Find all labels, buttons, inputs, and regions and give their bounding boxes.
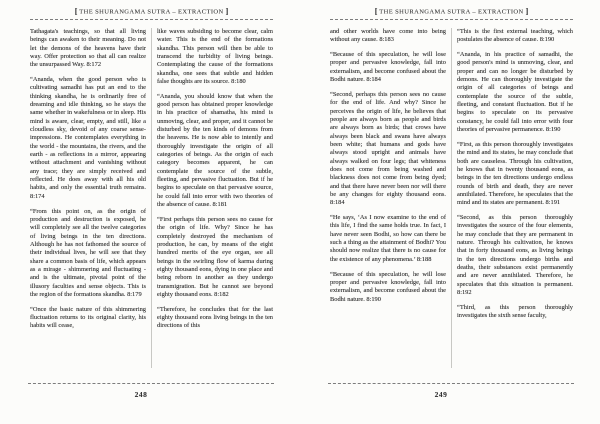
text-column-2 [157,28,273,368]
running-header [330,7,573,16]
header-bracket-left: [ [74,7,78,16]
column-divider [151,28,152,368]
header-rule [330,19,573,20]
footer-rule [28,383,274,384]
paragraph: “Second, as this person thoroughly investigates the source of the four elements, he may conclude that they are permanent in nature. Through his cultivation, he knows that in forty thousand eons, as living beings in the ten directions undergo births and deaths, their substances exist permanently and are never annihilated. Therefore, he speculates that this situation is permanent. 8:192 [457,214,573,297]
page-number: 249 [434,390,448,399]
header-title: THE SHURANGAMA SUTRA – EXTRACTION [379,8,524,16]
text-columns [330,28,573,368]
paragraph: “He says, ‘As I now examine to the end of this life, I find the same holds true. In fact, I have never seen Bodhi, so how can there be such a thing as the attainment of Bodhi? You should now realize that there is no cause for the existence of any phenomena.’ 8:188 [330,214,446,263]
paragraph: and other worlds have come into being without any cause. 8:183 [330,28,446,44]
header-bracket-right: ] [225,7,229,16]
paragraph: “Ananda, in his practice of samadhi, the good person's mind is unmoving, clear, and proper and can no longer be disturbed by demons. He can thoroughly investigate the origin of all categories of beings and contemplate the source of the subtle, fleeting, and constant fluctuation. But if he begins to speculate on its pervasive constancy, he could fall into error with four theories of pervasive permanence. 8:190 [457,51,573,134]
header-title: THE SHURANGAMA SUTRA – EXTRACTION [79,8,224,16]
paragraph: “From this point on, as the origin of production and destruction is exposed, he will completely see all the twelve categories of living beings in the ten directions. Although he has not fathomed the source of their individual lives, he will see that they share a common basis of life, which appears as a mirage - shimmering and fluctuating - and is the ultimate, pivotal point of the illusory faculties and sense objects. This is the region of the formations skandha. 8:179 [30,207,146,298]
paragraph: “Second, perhaps this person sees no cause for the end of life. And why? Since he perceives the origin of life, he believes that people are always born as people and birds are always born as birds; that crows have always been black and swans have always been white; that humans and gods have always stood upright and animals have always walked on four legs; that whiteness does not come from being washed and blackness does not come from being dyed; and that there have never been nor will there be any changes for eighty thousand eons. 8:184 [330,90,446,207]
paragraph: “First perhaps this person sees no cause for the origin of life. Why? Since he has completely destroyed the mechanism of production, he can, by means of the eight hundred merits of the eye organ, see all beings in the swirling flow of karma during eighty thousand eons, dying in one place and being reborn in another as they undergo transmigration. But he cannot see beyond eighty thousand eons. 8:182 [157,215,273,298]
text-column-1 [330,28,446,368]
paragraph: “Third, as this person thoroughly investigates the sixth sense faculty, [457,303,573,320]
footer-rule [328,383,574,384]
text-column-1 [30,28,146,368]
paragraph: “Therefore, he concludes that for the last eighty thousand eons living beings in the ten directions of this [157,305,273,330]
text-column-2 [457,28,573,368]
paragraph: “First, as this person thoroughly investigates the mind and its states, he may conclude that both are causeless. Through his cultivation, he knows that in twenty thousand eons, as beings in the ten directions undergo endless rounds of birth and death, they are never annihilated. Therefore, he speculates that the mind and its states are permanent. 8:191 [457,140,573,207]
running-header [30,7,273,16]
paragraph: “Ananda, when the good person who is cultivating samadhi has put an end to the thinking skandha, he is ordinarily free of dreaming and idle thinking, so he stays the same whether in wakefulness or in sleep. His mind is aware, clear, empty, and still, like a cloudless sky, devoid of any coarse sense-impressions. He contemplates everything in the world - the mountains, the rivers, and the earth - as reflections in a mirror, appearing without attachment and vanishing without any trace; they are simply received and reflected. He does away with all his old habits, and only the essential truth remains. 8:174 [30,76,146,200]
paragraph: “Ananda, you should know that when the good person has obtained proper knowledge in his practice of shamatha, his mind is unmoving, clear, and proper, and it cannot be disturbed by the ten kinds of demons from the heavens. He is now able to intently and thoroughly investigate the origin of all categories of beings. As the origin of each category becomes apparent, he can contemplate the source of the subtle, fleeting, and pervasive fluctuation. But if he begins to speculate on that pervasive source, he could fall into error with two theories of the absence of cause. 8:181 [157,92,273,209]
header-bracket-right: ] [525,7,529,16]
page-number: 248 [134,390,148,399]
text-columns [30,28,273,368]
paragraph: “This is the first external teaching, which postulates the absence of cause. 8:190 [457,28,573,44]
header-bracket-left: [ [374,7,378,16]
paragraph: “Once the basic nature of this shimmering fluctuation returns to its original clarity, his habits will cease, [30,305,146,330]
paragraph: like waves subsiding to become clear, calm water. This is the end of the formations skandha. This person will then be able to transcend the turbidity of living beings. Contemplating the cause of the formations skandha, one sees that subtle and hidden false thoughts are its source. 8:180 [157,28,273,85]
header-rule [30,19,273,20]
paragraph: “Because of this speculation, he will lose proper and pervasive knowledge, fall into externalism, and become confused about the Bodhi nature. 8:184 [330,51,446,84]
column-divider [451,28,452,368]
paragraph: Tathagata's teachings, so that all living beings can awaken to their meaning. Do not let the demons of the heavens have their way. Offer protection so that all can realize the unsurpassed Way. 8:172 [30,28,146,69]
paragraph: “Because of this speculation, he will lose proper and pervasive knowledge, fall into externalism, and become confused about the Bodhi nature. 8:190 [330,270,446,303]
page-right [300,0,600,424]
